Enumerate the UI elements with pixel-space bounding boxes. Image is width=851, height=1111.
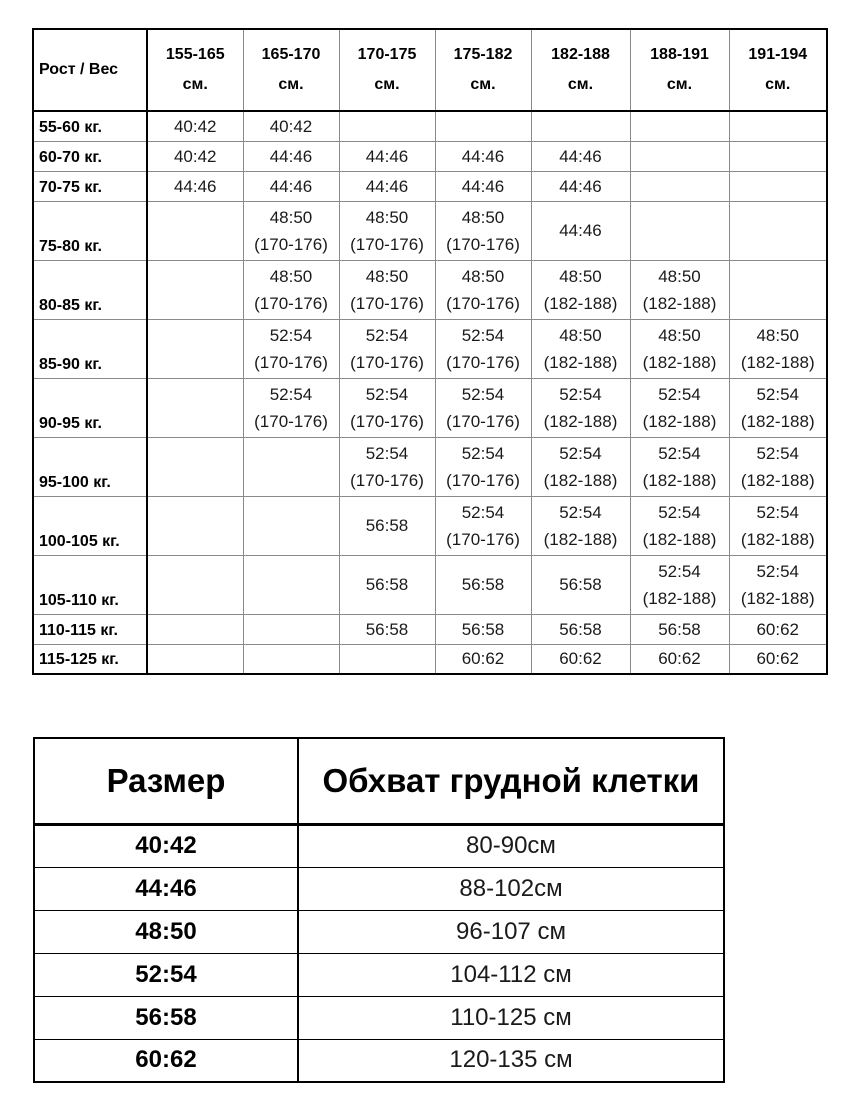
size-cell [339,201,435,260]
size-cell [147,555,243,614]
size-cell [630,614,729,644]
size-value: 44:46 [173,176,217,196]
size-value: 56:58 [365,516,409,535]
chest-row [34,867,724,910]
size-cell [729,496,827,555]
size-value: 44:46 [559,176,602,196]
size-value: 52:54 [269,384,313,404]
size-cell [729,111,827,141]
height-unit: см. [567,76,594,93]
size-value: 44:46 [559,221,602,240]
size-cell [435,378,531,437]
size-value: 52:54 [756,384,800,404]
size-label: 40:42 [34,824,298,867]
height-note: (182-188) [642,470,717,490]
size-cell [339,378,435,437]
height-note: (182-188) [642,293,717,313]
size-cell [531,644,630,674]
chest-header-row [34,738,724,824]
size-cell [435,644,531,674]
size-value: 48:50 [559,266,602,286]
grid-row [33,555,827,614]
grid-header-row [33,29,827,111]
size-label: 56:58 [34,996,298,1039]
size-cell [630,319,729,378]
size-cell [435,260,531,319]
height-column-header [243,29,339,111]
size-cell [243,555,339,614]
height-note: (170-176) [254,352,328,372]
height-range: 175-182 [453,46,513,63]
size-value: 56:58 [461,619,505,639]
size-value: 52:54 [461,384,505,404]
grid-corner-label: Рост / Вес [33,29,147,111]
size-cell [630,496,729,555]
size-cell [435,437,531,496]
grid-row [33,171,827,201]
size-value: 48:50 [365,207,409,227]
height-note: (182-188) [740,470,815,490]
size-value: 56:58 [559,619,602,639]
size-value: 52:54 [658,384,701,404]
weight-row-label: 105-110 кг. [33,555,147,614]
size-cell [630,378,729,437]
size-value: 44:46 [269,146,313,166]
size-cell [435,496,531,555]
size-value: 52:54 [365,443,409,463]
size-cell [147,437,243,496]
size-cell [729,260,827,319]
size-cell [630,555,729,614]
size-cell [531,141,630,171]
size-value: 52:54 [559,502,602,522]
size-cell [531,496,630,555]
size-value: 52:54 [756,502,800,522]
weight-row-label: 95-100 кг. [33,437,147,496]
size-value: 44:46 [269,176,313,196]
size-cell [630,644,729,674]
size-cell [435,319,531,378]
height-note: (182-188) [740,352,815,372]
size-value: 60:62 [658,649,701,669]
size-value: 56:58 [365,575,409,594]
height-unit: см. [278,76,304,93]
size-cell [729,378,827,437]
size-cell [147,319,243,378]
size-value: 48:50 [559,325,602,345]
size-value: 52:54 [365,325,409,345]
size-cell [339,171,435,201]
height-range: 155-165 [165,46,225,63]
height-note: (182-188) [740,529,815,549]
size-cell [630,437,729,496]
size-cell [435,614,531,644]
weight-row-label: 75-80 кг. [33,201,147,260]
size-cell [630,141,729,171]
size-cell [630,171,729,201]
size-cell [729,437,827,496]
height-note: (182-188) [543,411,618,431]
size-value: 56:58 [461,575,505,594]
size-cell [243,496,339,555]
size-cell [630,111,729,141]
size-cell [339,437,435,496]
size-grid-table [32,28,828,675]
size-cell [243,201,339,260]
size-value: 40:42 [173,116,217,136]
size-cell [243,111,339,141]
size-cell [243,141,339,171]
height-note: (182-188) [642,411,717,431]
size-cell [147,171,243,201]
size-value: 48:50 [658,266,701,286]
size-value: 48:50 [269,207,313,227]
height-range: 191-194 [748,46,808,63]
height-note: (182-188) [543,470,618,490]
size-value: 60:62 [559,649,602,669]
height-column-header [531,29,630,111]
size-value: 48:50 [269,266,313,286]
size-cell [339,111,435,141]
size-value: 48:50 [365,266,409,286]
size-value: 48:50 [461,266,505,286]
size-cell [729,555,827,614]
size-value: 52:54 [756,561,800,581]
chest-girth-value: 96-107 см [298,910,724,953]
grid-row [33,644,827,674]
size-cell [243,437,339,496]
chest-girth-value: 104-112 см [298,953,724,996]
height-note: (170-176) [350,293,424,313]
weight-row-label: 90-95 кг. [33,378,147,437]
height-column-header [147,29,243,111]
size-value: 60:62 [756,649,800,669]
chest-row [34,1039,724,1082]
chest-girth-value: 110-125 см [298,996,724,1039]
size-cell [147,111,243,141]
weight-row-label: 80-85 кг. [33,260,147,319]
size-cell [729,141,827,171]
size-cell [630,201,729,260]
height-note: (170-176) [446,352,520,372]
size-value: 60:62 [756,619,800,639]
size-cell [531,111,630,141]
chest-girth-value: 120-135 см [298,1039,724,1082]
size-cell [531,171,630,201]
height-unit: см. [666,76,693,93]
size-value: 48:50 [461,207,505,227]
height-note: (182-188) [543,529,618,549]
height-note: (170-176) [446,529,520,549]
height-note: (170-176) [254,293,328,313]
size-value: 52:54 [559,443,602,463]
height-note: (170-176) [350,470,424,490]
grid-row [33,614,827,644]
size-value: 52:54 [461,502,505,522]
size-cell [147,141,243,171]
chest-girth-value: 80-90см [298,824,724,867]
chest-row [34,910,724,953]
size-cell [243,614,339,644]
height-column-header [630,29,729,111]
height-note: (170-176) [254,411,328,431]
height-note: (170-176) [350,352,424,372]
size-cell [729,614,827,644]
size-value: 48:50 [756,325,800,345]
grid-row [33,111,827,141]
grid-row [33,141,827,171]
size-cell [147,496,243,555]
size-cell [147,201,243,260]
size-value: 52:54 [269,325,313,345]
chest-girth-value: 88-102см [298,867,724,910]
size-value: 44:46 [461,146,505,166]
size-cell [729,319,827,378]
height-note: (182-188) [740,588,815,608]
height-column-header [339,29,435,111]
height-note: (170-176) [254,234,328,254]
size-cell [243,260,339,319]
height-unit: см. [765,76,791,93]
chest-column-header: Обхват грудной клетки [298,738,724,824]
weight-row-label: 55-60 кг. [33,111,147,141]
size-cell [147,614,243,644]
weight-row-label: 100-105 кг. [33,496,147,555]
weight-row-label: 60-70 кг. [33,141,147,171]
height-note: (182-188) [642,529,717,549]
height-range: 165-170 [261,46,321,63]
size-cell [147,644,243,674]
size-cell [339,496,435,555]
size-cell [147,378,243,437]
size-value: 52:54 [658,443,701,463]
height-column-header [435,29,531,111]
height-note: (182-188) [543,293,618,313]
chest-row [34,953,724,996]
chest-girth-table [33,737,725,1083]
size-cell [243,378,339,437]
size-cell [729,644,827,674]
size-cell [531,555,630,614]
size-value: 52:54 [461,325,505,345]
size-value: 44:46 [365,146,409,166]
grid-row [33,201,827,260]
size-value: 56:58 [559,575,602,594]
height-note: (182-188) [642,588,717,608]
height-note: (170-176) [446,234,520,254]
grid-row [33,496,827,555]
size-column-header: Размер [34,738,298,824]
size-cell [435,201,531,260]
size-cell [435,111,531,141]
size-cell [729,171,827,201]
height-column-header [729,29,827,111]
size-value: 40:42 [173,146,217,166]
size-cell [339,319,435,378]
chest-row [34,824,724,867]
size-cell [339,141,435,171]
height-unit: см. [182,76,208,93]
size-cell [435,141,531,171]
size-cell [339,644,435,674]
height-range: 170-175 [357,46,417,63]
size-label: 60:62 [34,1039,298,1082]
weight-row-label: 110-115 кг. [33,614,147,644]
size-cell [147,260,243,319]
size-cell [531,201,630,260]
size-cell [339,614,435,644]
size-cell [243,319,339,378]
size-label: 44:46 [34,867,298,910]
size-value: 60:62 [461,649,505,669]
grid-row [33,437,827,496]
size-value: 52:54 [461,443,505,463]
size-cell [531,437,630,496]
grid-row [33,260,827,319]
size-value: 40:42 [269,116,313,136]
grid-row [33,319,827,378]
weight-row-label: 85-90 кг. [33,319,147,378]
size-cell [339,555,435,614]
height-note: (170-176) [350,234,424,254]
size-cell [531,260,630,319]
size-value: 52:54 [756,443,800,463]
grid-row [33,378,827,437]
height-note: (182-188) [740,411,815,431]
size-label: 52:54 [34,953,298,996]
size-label: 48:50 [34,910,298,953]
size-value: 44:46 [365,176,409,196]
chest-row [34,996,724,1039]
height-range: 188-191 [650,46,709,63]
size-cell [729,201,827,260]
size-value: 52:54 [365,384,409,404]
height-unit: см. [470,76,496,93]
height-note: (182-188) [642,352,717,372]
size-cell [435,171,531,201]
weight-row-label: 115-125 кг. [33,644,147,674]
size-value: 48:50 [658,325,701,345]
size-cell [630,260,729,319]
height-note: (170-176) [350,411,424,431]
size-cell [243,171,339,201]
size-cell [435,555,531,614]
height-unit: см. [374,76,400,93]
height-note: (170-176) [446,470,520,490]
size-cell [531,319,630,378]
height-note: (182-188) [543,352,618,372]
weight-row-label: 70-75 кг. [33,171,147,201]
size-value: 52:54 [658,502,701,522]
size-value: 44:46 [461,176,505,196]
size-cell [339,260,435,319]
height-range: 182-188 [551,46,610,63]
size-cell [531,614,630,644]
size-value: 52:54 [559,384,602,404]
height-note: (170-176) [446,411,520,431]
size-cell [531,378,630,437]
size-value: 56:58 [658,619,701,639]
size-value: 52:54 [658,561,701,581]
size-value: 56:58 [365,619,409,639]
height-note: (170-176) [446,293,520,313]
size-cell [243,644,339,674]
size-value: 44:46 [559,146,602,166]
